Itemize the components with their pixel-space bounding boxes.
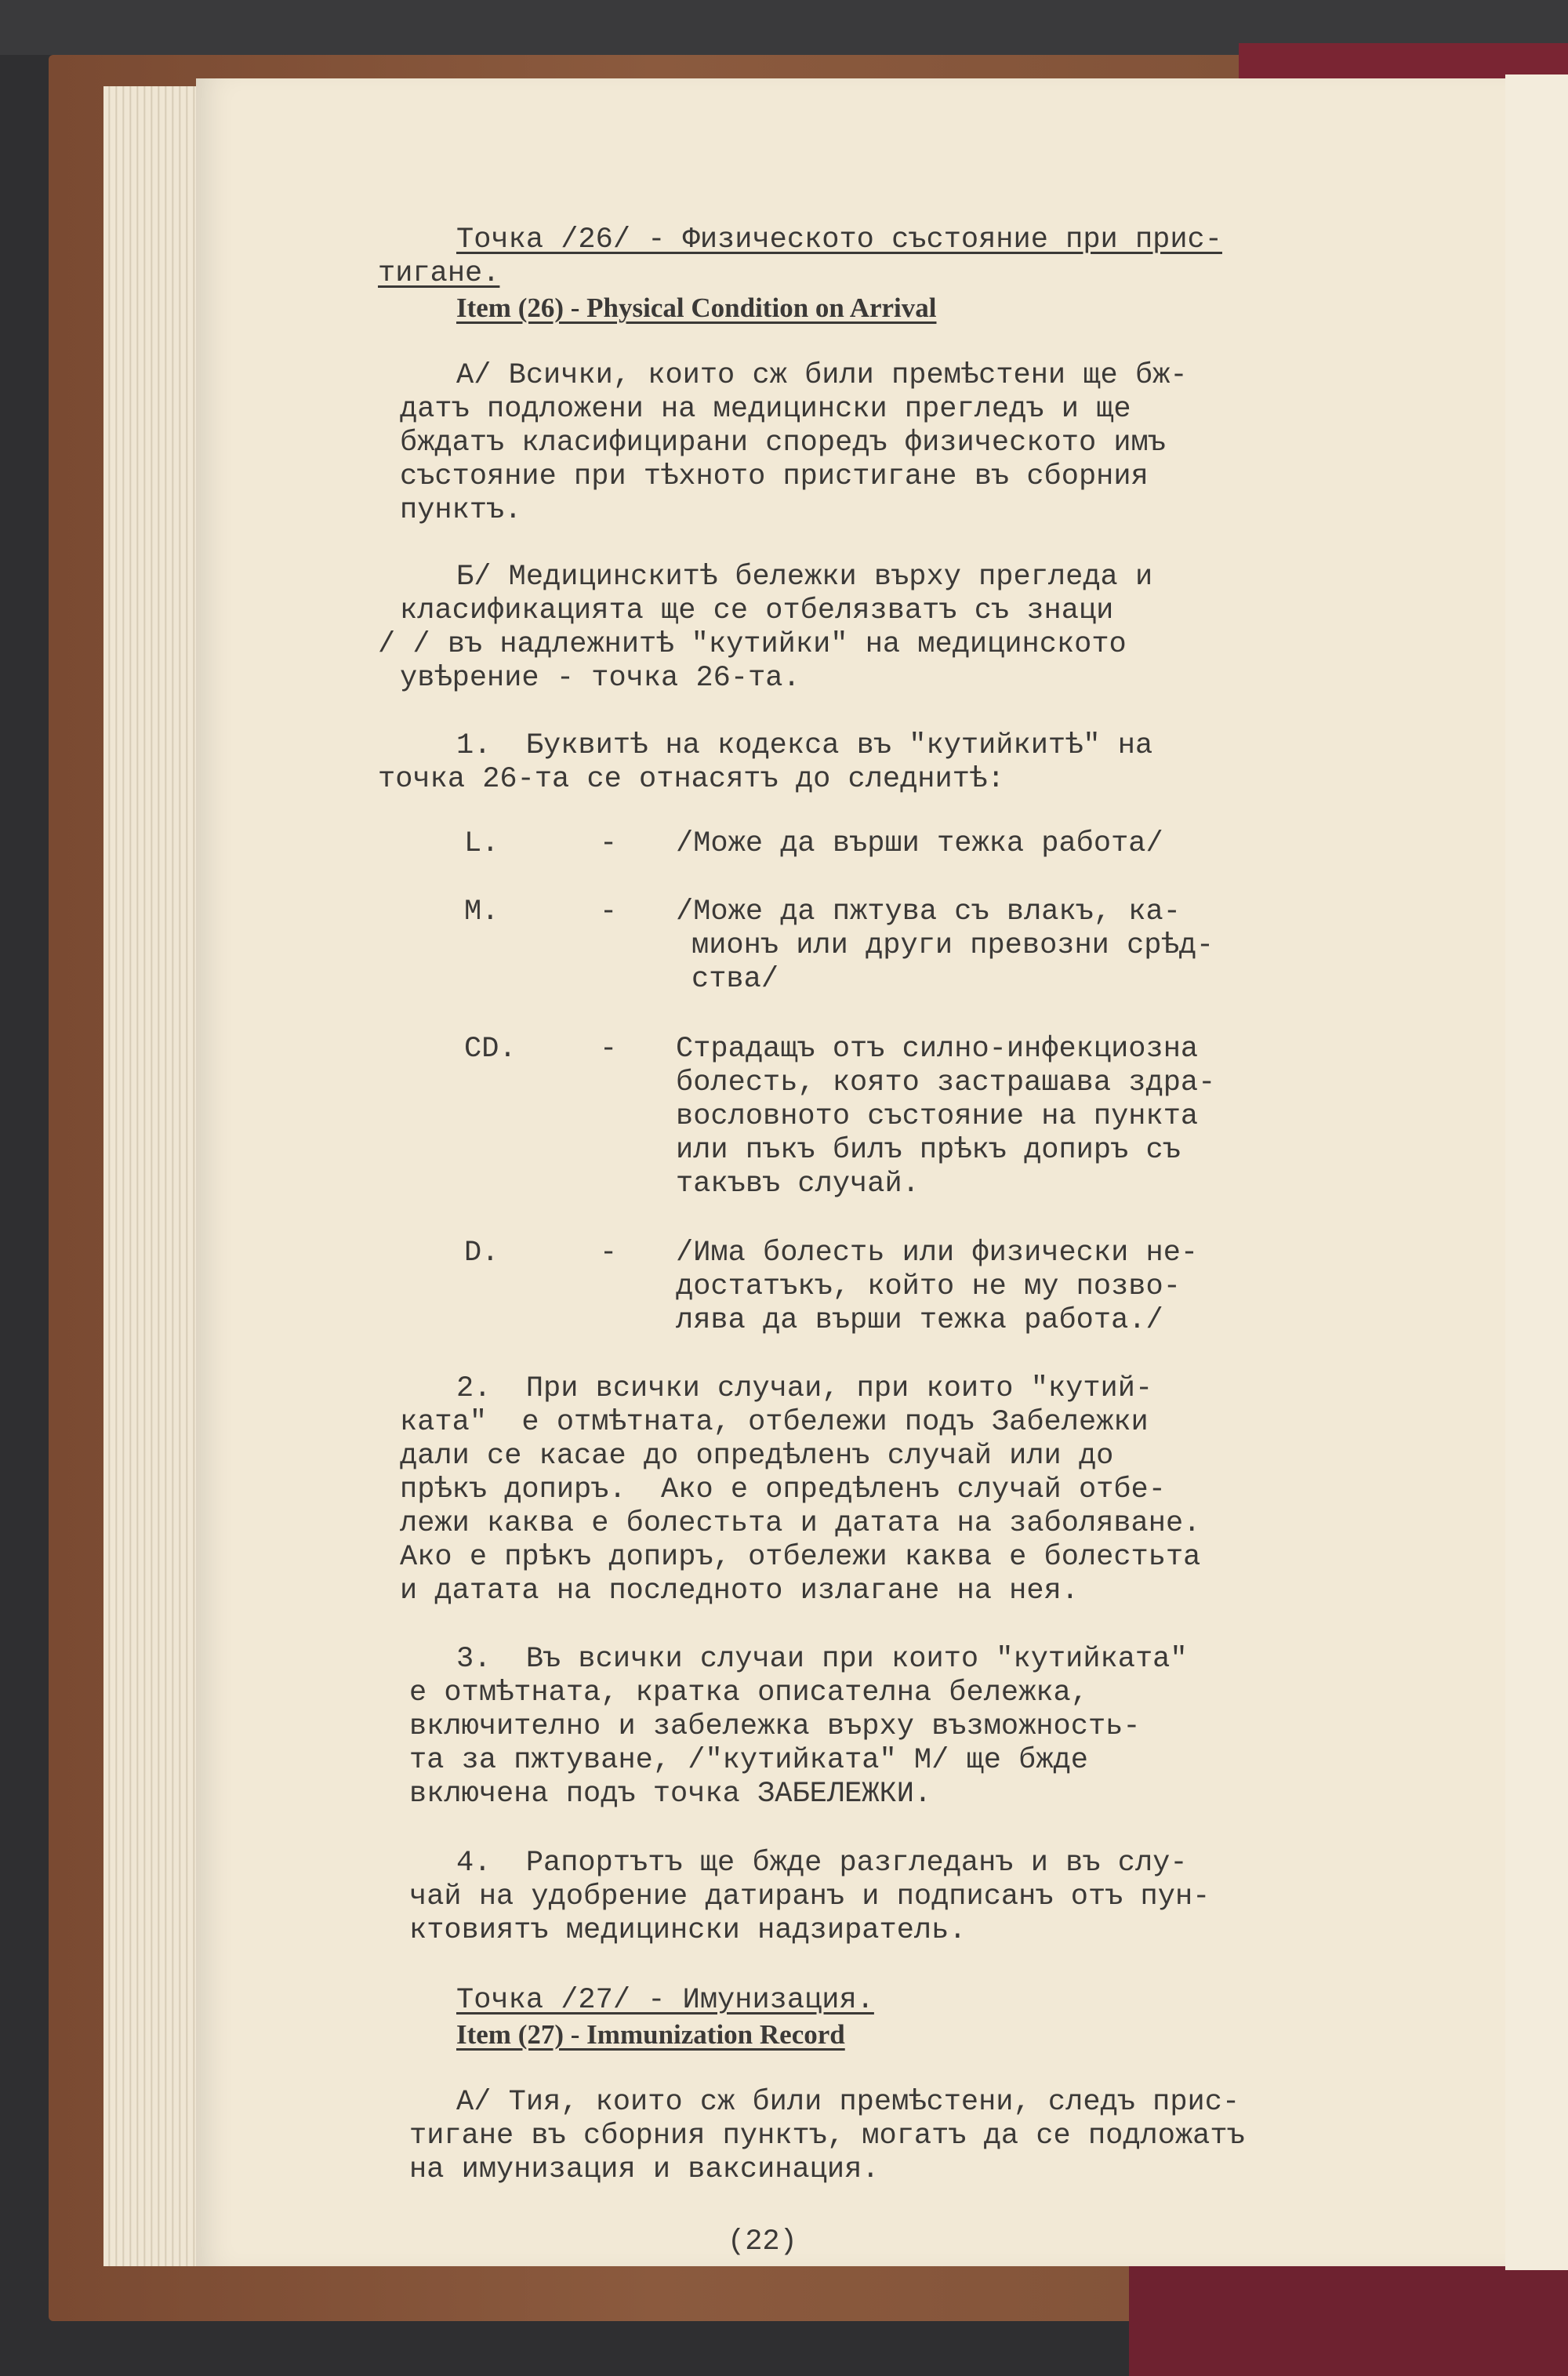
para-3-line: включена подъ точка ЗАБЕЛЕЖКИ. [409,1778,932,1811]
code-letter: M. [464,896,499,928]
para-2-line: и датата на последното излагане на нея. [400,1575,1079,1608]
para-4-line: чай на удобрение датиранъ и подписанъ отъ пун- [409,1880,1210,1913]
code-description: вословното състояние на пункта [676,1100,1199,1133]
para-a-line: датъ подложени на медицински прегледъ и ще [400,393,1131,426]
facing-page-edge [1505,74,1568,2270]
code-letter: CD. [464,1033,517,1066]
para-b-line: Б/ Медицинскитѣ бележки върху прегледа и [456,561,1153,594]
para-2-line: 2. При всички случаи, при които "кутий- [456,1372,1153,1405]
code-dash: - [600,1033,618,1066]
code-letter: L. [464,827,499,860]
section-27-heading-en: Item (27) - Immunization Record [456,2019,845,2050]
para-2-line: лежи каква е болестьта и датата на заболяване. [400,1507,1201,1540]
para-1-line: 1. Буквитѣ на кодекса въ "кутийкитѣ" на [456,729,1153,762]
code-description: достатъкъ, който не му позво- [676,1270,1181,1303]
para-b-line: / / въ надлежнитѣ "кутийки" на медицинското [378,628,1127,661]
para-a27-line: на имунизация и ваксинация. [409,2153,880,2186]
para-a27-line: А/ Тия, които сж били премѣстени, следъ прис- [456,2086,1240,2119]
code-dash: - [600,896,618,928]
para-2-line: дали се касае до опредѣленъ случай или до [400,1440,1114,1473]
typed-document [196,78,1505,2266]
para-4-line: ктовиятъ медицински надзиратель. [409,1914,967,1947]
code-description: такъвъ случай. [676,1168,920,1201]
cover-corner-bottom [1129,2258,1568,2376]
page-number: (22) [728,2225,797,2258]
cover-corner-top [1239,43,1568,78]
section-27-heading-bg: Точка /27/ - Имунизация. [456,1984,874,2017]
para-1-line: точка 26-та се отнасятъ до следнитѣ: [378,763,1005,796]
section-26-heading-bg-cont: тигане. [378,257,500,290]
para-a-line: А/ Всички, които сж били премѣстени ще бж- [456,359,1188,392]
code-description: Страдащъ отъ силно-инфекциозна [676,1033,1199,1066]
code-description: лява да върши тежка работа./ [676,1304,1163,1337]
code-description: мионъ или други превозни срѣд- [691,929,1214,962]
code-description: /Има болесть или физически не- [676,1237,1199,1270]
code-description: /Може да върши тежка работа/ [676,827,1163,860]
para-3-line: включително и забележка върху възможность- [409,1710,1141,1743]
para-2-line: ката" е отмѣтната, отбележи подъ Забележки [400,1406,1149,1439]
code-description: болесть, която застрашава здра- [676,1066,1216,1099]
section-26-heading-en: Item (26) - Physical Condition on Arrival [456,292,937,323]
para-a-line: състояние при тѣхното пристигане въ сборния [400,460,1149,493]
para-b-line: увѣрение - точка 26-та. [400,662,800,695]
para-a-line: бждатъ класифицирани споредъ физическото имъ [400,427,1166,460]
para-2-line: прѣкъ допиръ. Ако е опредѣленъ случай отбе- [400,1473,1166,1506]
code-description: ства/ [691,963,779,996]
para-3-line: е отмѣтната, кратка описателна бележка, [409,1677,1088,1709]
para-b-line: класификацията ще се отбелязватъ съ знаци [400,594,1114,627]
para-4-line: 4. Рапортътъ ще бжде разгледанъ и въ слу- [456,1847,1188,1880]
para-3-line: та за пжтуване, /"кутийката" M/ ще бжде [409,1744,1088,1777]
para-2-line: Ако е прѣкъ допиръ, отбележи каква е болестьта [400,1541,1201,1574]
code-dash: - [600,1237,618,1270]
code-description: /Може да пжтува съ влакъ, ка- [676,896,1181,928]
section-26-heading-bg: Точка /26/ - Физическото състояние при прис- [456,223,1222,256]
page-edges [103,86,198,2266]
para-3-line: 3. Въ всички случаи при които "кутийката" [456,1643,1188,1676]
code-description: или пъкъ билъ прѣкъ допиръ съ [676,1134,1181,1167]
para-a27-line: тигане въ сборния пунктъ, могатъ да се подложатъ [409,2120,1245,2153]
code-letter: D. [464,1237,499,1270]
para-a-line: пунктъ. [400,494,522,527]
code-dash: - [600,827,618,860]
